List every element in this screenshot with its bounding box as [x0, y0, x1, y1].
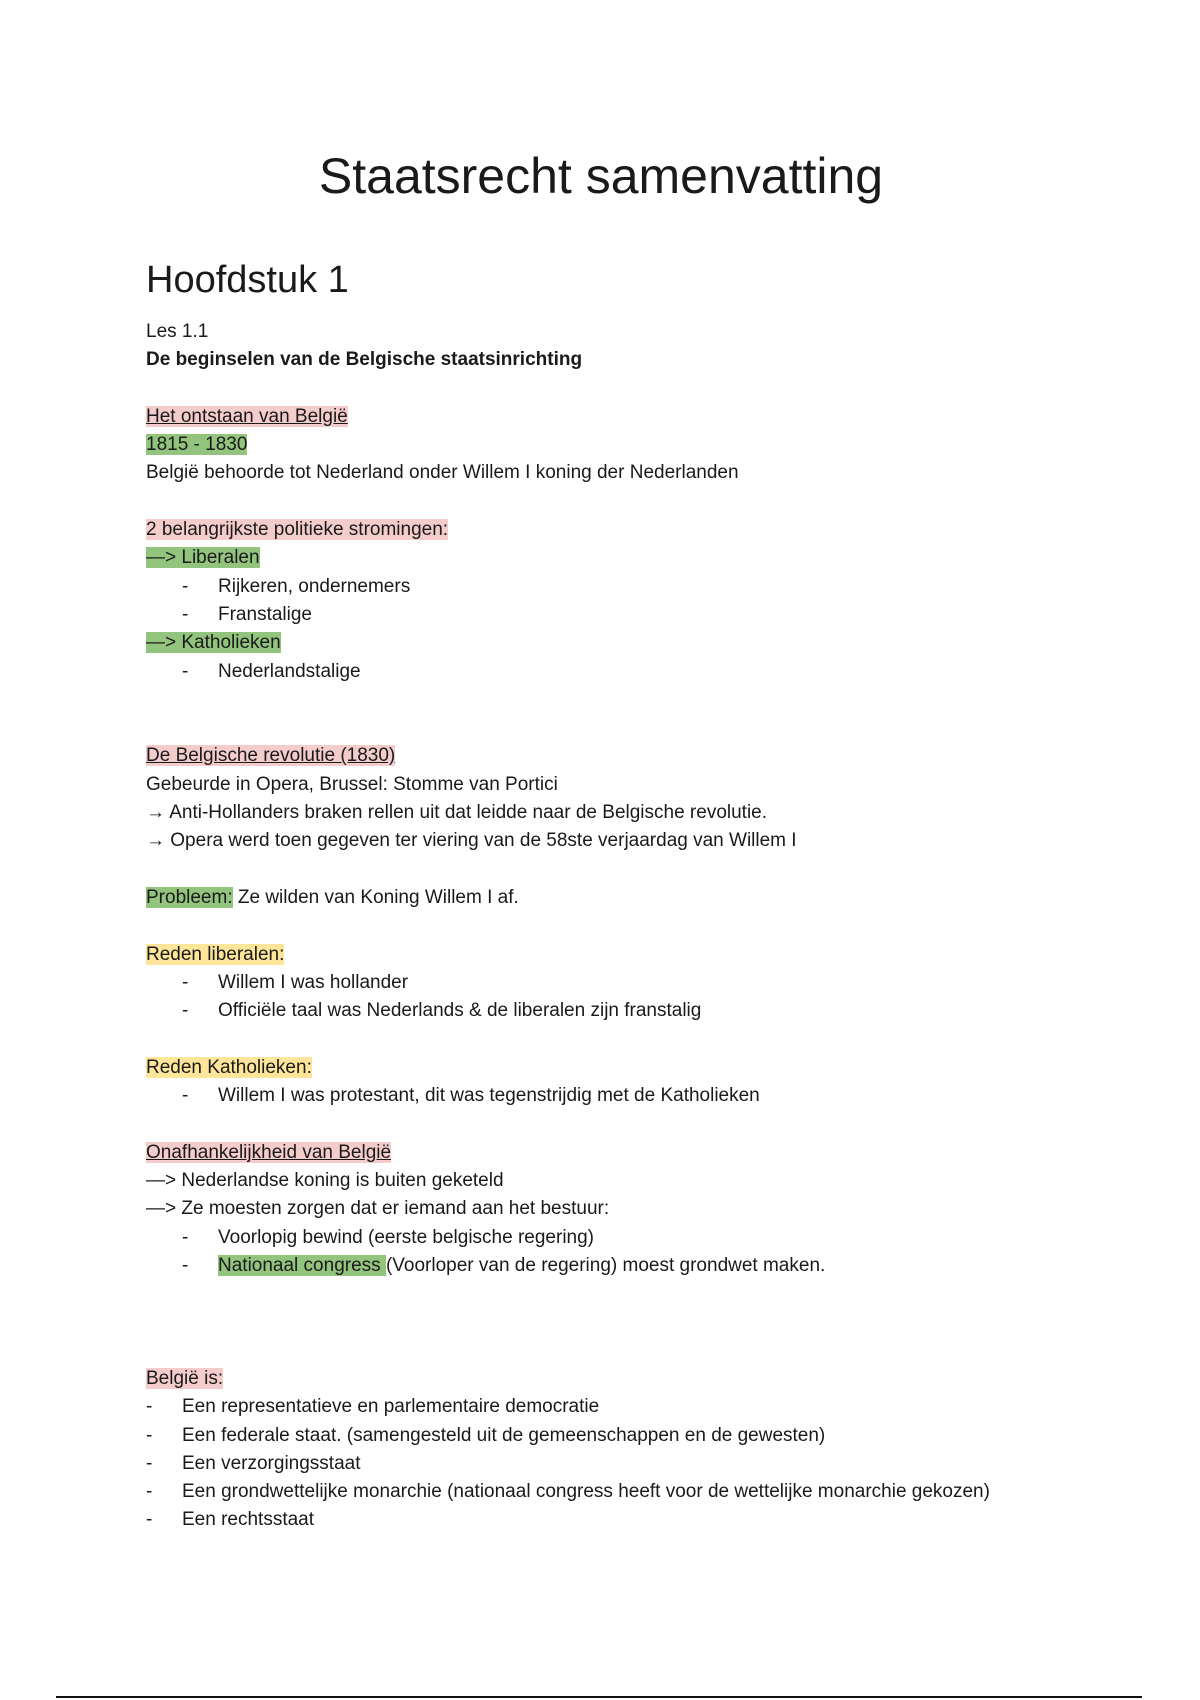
origin-text: België behoorde tot Nederland onder Willem I koning der Nederlanden: [146, 462, 739, 484]
independence-line-1: —> Nederlandse koning is buiten geketeld: [146, 1169, 504, 1191]
catholics-label: —> Katholieken: [146, 632, 281, 654]
page-bottom-rule: [56, 1696, 1142, 1698]
section-heading-independence: Onafhankelijkheid van België: [146, 1141, 392, 1163]
congress-highlight: Nationaal congress: [218, 1254, 386, 1276]
liberals-label: —> Liberalen: [146, 547, 260, 569]
section-heading-origin: Het ontstaan van België: [146, 405, 348, 427]
section-heading-revolution: De Belgische revolutie (1830): [146, 745, 396, 767]
liberal-reasons-label: Reden liberalen:: [146, 943, 285, 965]
period-label: 1815 - 1830: [146, 434, 248, 456]
document-title: Staatsrecht samenvatting: [318, 148, 884, 204]
revolution-line-2: → Anti-Hollanders braken rellen uit dat leidde naar de Belgische revolutie.: [146, 802, 768, 824]
list-item: - Franstalige: [182, 603, 312, 625]
list-item: - Rijkeren, ondernemers: [182, 575, 411, 597]
revolution-line-3: → Opera werd toen gegeven ter viering van de 58ste verjaardag van Willem I: [146, 830, 797, 852]
list-item: - Willem I was protestant, dit was tegenstrijdig met de Katholieken: [182, 1085, 760, 1107]
lesson-label: Les 1.1: [146, 321, 209, 342]
list-item: - Nationaal congress (Voorloper van de regering) moest grondwet maken.: [182, 1254, 826, 1276]
list-item: - Een grondwettelijke monarchie (nationaal congress heeft voor de wettelijke monarchie gekozen): [146, 1481, 990, 1503]
list-item: - Nederlandstalige: [182, 660, 361, 682]
list-item: - Een rechtsstaat: [146, 1509, 315, 1531]
list-item: - Een federale staat. (samengesteld uit de gemeenschappen en de gewesten): [146, 1424, 826, 1446]
lesson-subtitle: De beginselen van de Belgische staatsinrichting: [146, 349, 583, 371]
problem-label: Probleem:: [146, 886, 233, 908]
list-item: - Willem I was hollander: [182, 971, 409, 993]
revolution-line-1: Gebeurde in Opera, Brussel: Stomme van Portici: [146, 773, 558, 795]
list-item: - Een representatieve en parlementaire democratie: [146, 1396, 600, 1418]
section-heading-belgium-is: België is:: [146, 1367, 224, 1389]
independence-line-2: —> Ze moesten zorgen dat er iemand aan het bestuur:: [146, 1198, 610, 1220]
document-body: [146, 318, 1046, 1535]
list-item: - Een verzorgingsstaat: [146, 1452, 361, 1474]
catholic-reasons-label: Reden Katholieken:: [146, 1056, 312, 1078]
list-item: - Voorlopig bewind (eerste belgische regering): [182, 1226, 595, 1248]
chapter-heading: Hoofdstuk 1: [146, 259, 349, 301]
list-item: - Officiële taal was Nederlands & de liberalen zijn franstalig: [182, 1000, 702, 1022]
problem-line: Probleem: Ze wilden van Koning Willem I af.: [146, 886, 519, 908]
section-heading-movements: 2 belangrijkste politieke stromingen:: [146, 519, 449, 541]
